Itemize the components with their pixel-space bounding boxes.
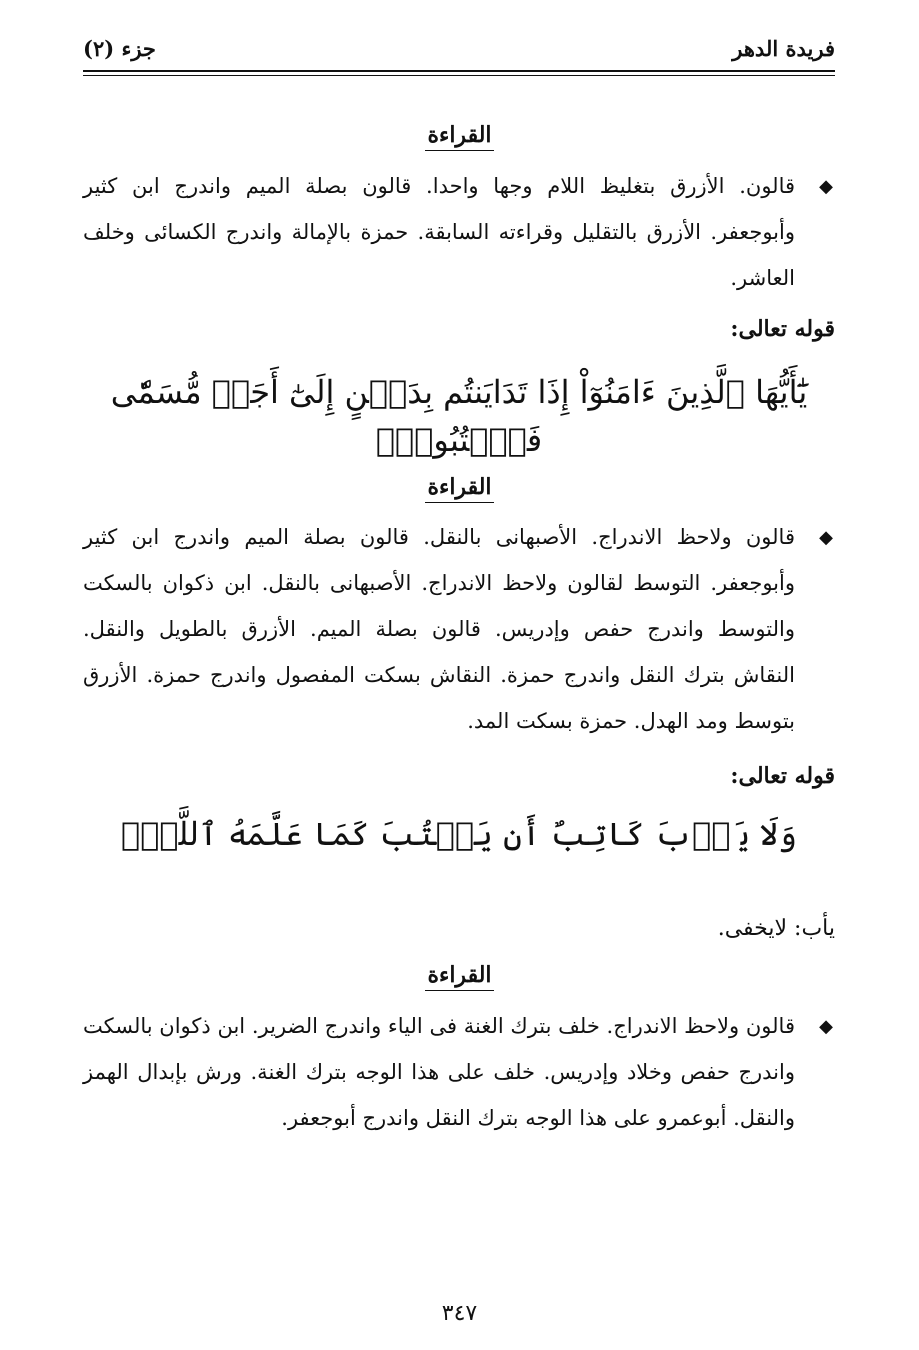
diamond-bullet-icon: ◆ bbox=[819, 1016, 833, 1037]
note-text: يأب: لايخفى. bbox=[717, 916, 835, 941]
section-heading bbox=[0, 474, 919, 503]
section-heading bbox=[0, 122, 919, 151]
section-heading-text: القراءة bbox=[425, 122, 493, 151]
book-title: فريدة الدهر bbox=[732, 36, 835, 61]
header-rule-thin bbox=[83, 75, 835, 76]
reading-paragraph: قالون. الأزرق بتغليظ اللام وجها واحدا. قالون بصلة الميم واندرج ابن كثير وأبوجعفر. الأزرق بالتقليل وقراءته السابقة. حمزة بالإمالة واندرج الكسائى وخلف العاشر. bbox=[83, 174, 795, 290]
section-heading-text: القراءة bbox=[425, 962, 493, 991]
quran-verse: وَلَا يَأۡبَ كَاتِبٌ أَن يَكۡتُبَ كَمَا عَلَّمَهُ ٱللَّهُۚ bbox=[121, 815, 797, 853]
header-rule bbox=[83, 70, 835, 72]
reading-paragraph: قالون ولاحظ الاندراج. خلف بترك الغنة فى الياء واندرج الضرير. ابن ذكوان بالسكت واندرج حفص وخلاد وإدريس. خلف على هذا الوجه بترك الغنة. ورش بإبدال الهمز والنقل. أبوعمرو على هذا الوجه بترك النقل واندرج أبوجعفر. bbox=[83, 1014, 795, 1130]
running-header bbox=[83, 30, 835, 74]
verse-intro: قوله تعالى: bbox=[730, 316, 835, 342]
diamond-bullet-icon: ◆ bbox=[819, 527, 833, 548]
part-label: جزء (٢) bbox=[83, 36, 156, 61]
diamond-bullet-icon: ◆ bbox=[819, 176, 833, 197]
section-heading-text: القراءة bbox=[425, 474, 493, 503]
reading-paragraph: قالون ولاحظ الاندراج. الأصبهانى بالنقل. قالون بصلة الميم واندرج ابن كثير وأبوجعفر. التوسط لقالون ولاحظ الاندراج. الأصبهانى بالنقل. ابن ذكوان بالسكت والتوسط واندرج حفص وإدريس. قالون بصلة الميم. الأزرق بالطويل والنقل. النقاش بترك النقل واندرج حمزة. النقاش بسكت المفصول واندرج حمزة. الأزرق بتوسط ومد الهدل. حمزة بسكت المد. bbox=[83, 525, 795, 733]
page-number: ٣٤٧ bbox=[441, 1301, 478, 1326]
quran-verse: يَٰٓأَيُّهَا ٱلَّذِينَ ءَامَنُوٓاْ إِذَا تَدَايَنتُم بِدَيۡنٍ إِلَىٰٓ أَجَلٖ مُّسَمّٗى فَٱكۡتُبُوهُۚ bbox=[110, 373, 808, 459]
section-heading bbox=[0, 962, 919, 991]
verse-intro: قوله تعالى: bbox=[730, 763, 835, 789]
